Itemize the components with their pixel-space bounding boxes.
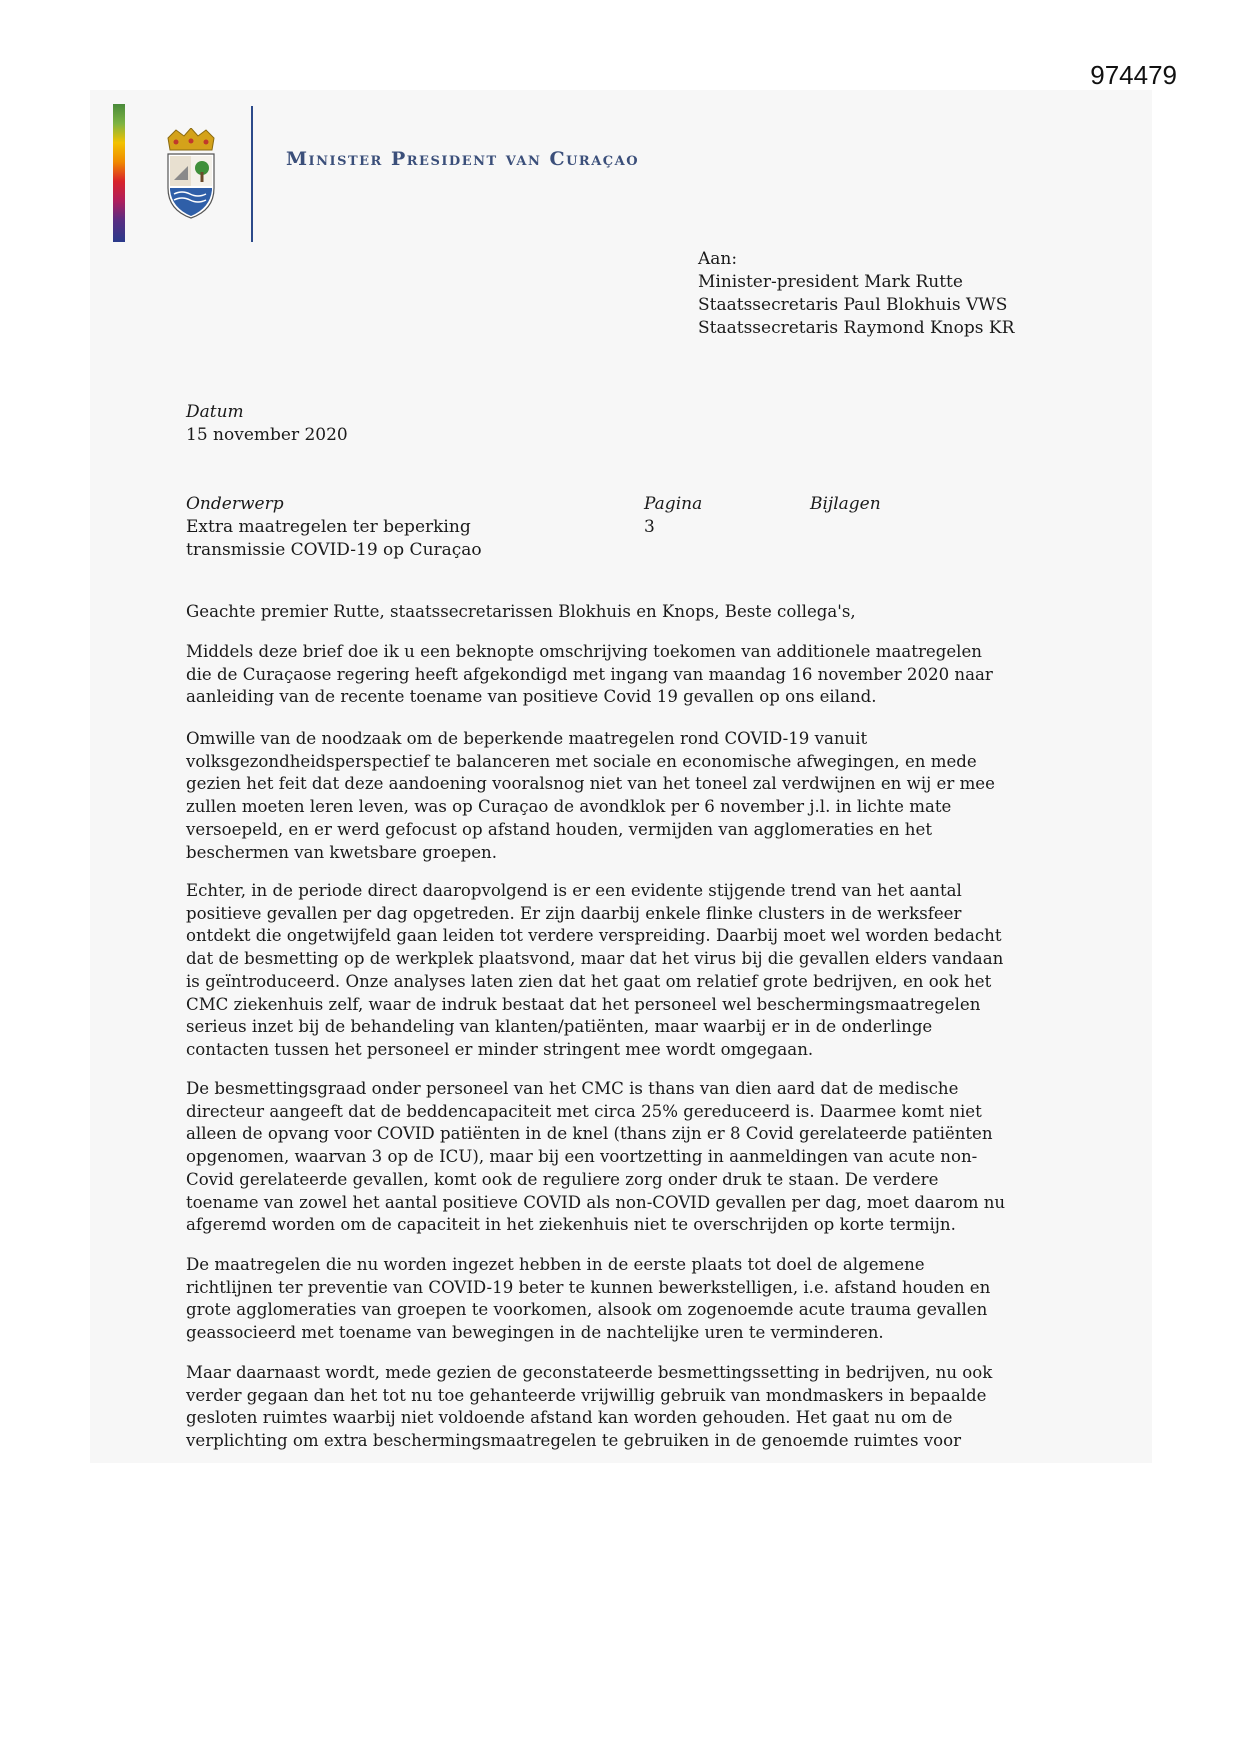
salutation: Geachte premier Rutte, staatssecretarissen Blokhuis en Knops, Beste collega's, — [186, 602, 856, 621]
letterhead-divider — [251, 106, 253, 242]
coat-of-arms-icon — [162, 128, 220, 220]
body-paragraph: Maar daarnaast wordt, mede gezien de geconstateerde besmettingssetting in bedrijven, nu ook verder gegaan dan het tot nu toe gehanteerde vrijwillig gebruik van mondmaskers in bepaalde gesloten ruimtes waarbij niet voldoende afstand kan worden gehouden. Het gaat nu om de verplichting om extra beschermingsmaatregelen te gebruiken in de genoemde ruimtes voor — [186, 1363, 993, 1451]
body-paragraph: De maatregelen die nu worden ingezet hebben in de eerste plaats tot doel de algemene richtlijnen ter preventie van COVID-19 beter te kunnen bewerkstelligen, i.e. afstand houden en grote agglomeraties van groepen te voorkomen, alsook om zogenoemde acute trauma gevallen geassocieerd met toename van bewegingen in de nachtelijke uren te verminderen. — [186, 1255, 991, 1343]
subject-label: Onderwerp — [186, 494, 284, 514]
attachments-label: Bijlagen — [810, 494, 881, 514]
pages-value: 3 — [644, 517, 655, 537]
recipient-label: Aan: — [698, 249, 738, 269]
document-id: 974479 — [1090, 60, 1177, 90]
letterhead-color-bar — [113, 104, 125, 242]
recipient-line: Minister-president Mark Rutte — [698, 272, 963, 292]
body-paragraph: Middels deze brief doe ik u een beknopte omschrijving toekomen van additionele maatregelen die de Curaçaose regering heeft afgekondigd met ingang van maandag 16 november 2020 naar aanleiding van de recente toename van positieve Covid 19 gevallen op ons eiland. — [186, 642, 993, 707]
date-label: Datum — [186, 402, 244, 422]
body-paragraph: Echter, in de periode direct daaropvolgend is er een evidente stijgende trend van het aantal positieve gevallen per dag opgetreden. Er zijn daarbij enkele flinke clusters in de werksfeer ontdekt die ongetwijfeld gaan leiden tot verdere verspreiding. Daarbij moet wel worden bedacht dat de besmetting op de werkplek plaatsvond, maar dat het virus bij die gevallen elders vandaan is geïntroduceerd. Onze analyses laten zien dat het gaat om relatief grote bedrijven, en ook het CMC ziekenhuis zelf, waar de indruk bestaat dat het personeel wel beschermingsmaatregelen serieus inzet bij de behandeling van klanten/patiënten, maar waarbij er in de onderlinge contacten tussen het personeel er minder stringent mee wordt omgegaan. — [186, 881, 1004, 1059]
subject-line: transmissie COVID-19 op Curaçao — [186, 540, 482, 560]
subject-line: Extra maatregelen ter beperking — [186, 517, 471, 537]
pages-label: Pagina — [644, 494, 703, 514]
body-paragraph: De besmettingsgraad onder personeel van het CMC is thans van dien aard dat de medische directeur aangeeft dat de beddencapaciteit met circa 25% gereduceerd is. Daarmee komt niet alleen de opvang voor COVID patiënten in de knel (thans zijn er 8 Covid gerelateerde patiënten opgenomen, waarvan 3 op de ICU), maar bij een voortzetting in aanmeldingen van acute non-Covid gerelateerde gevallen, komt ook de reguliere zorg onder druk te staan. De verdere toename van zowel het aantal positieve COVID als non-COVID gevallen per dag, moet daarom nu afgeremd worden om de capaciteit in het ziekenhuis niet te overschrijden op korte termijn. — [186, 1079, 1006, 1235]
date-value: 15 november 2020 — [186, 425, 348, 445]
body-paragraph: Omwille van de noodzaak om de beperkende maatregelen rond COVID-19 vanuit volksgezondheidsperspectief te balanceren met sociale en economische afwegingen, en mede gezien het feit dat deze aandoening vooralsnog niet van het toneel zal verdwijnen en wij er mee zullen moeten leren leven, was op Curaçao de avondklok per 6 november j.l. in lichte mate versoepeld, en er werd gefocust op afstand houden, vermijden van agglomeraties en het beschermen van kwetsbare groepen. — [186, 729, 995, 862]
institution-name: Minister President van Curaçao — [286, 148, 640, 170]
recipient-line: Staatssecretaris Raymond Knops KR — [698, 318, 1015, 338]
recipient-line: Staatssecretaris Paul Blokhuis VWS — [698, 295, 1008, 315]
